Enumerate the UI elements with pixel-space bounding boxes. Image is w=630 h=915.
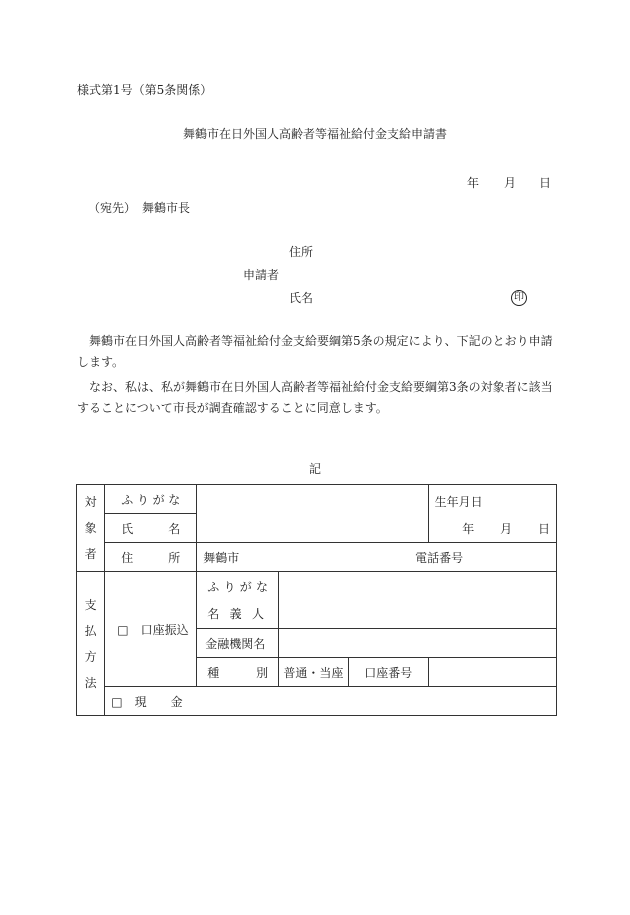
- date-year: 年: [467, 176, 480, 190]
- form-number: 様式第1号（第5条関係）: [77, 83, 213, 97]
- holder-input-cell[interactable]: [279, 572, 557, 629]
- cash-option[interactable]: [105, 687, 557, 716]
- date-month: 月: [504, 176, 517, 190]
- account-transfer-option[interactable]: [105, 572, 197, 687]
- applicant-name-label: 氏名: [289, 291, 314, 305]
- name-label: 氏 名: [105, 514, 197, 543]
- holder-label: ふ り が な 名 義 人: [197, 572, 279, 629]
- account-transfer-label: 口座振込: [140, 622, 189, 637]
- account-number-input-cell[interactable]: [428, 658, 556, 687]
- account-type-value[interactable]: 普通・当座: [279, 658, 349, 687]
- account-transfer-checkbox[interactable]: □: [117, 622, 129, 637]
- birth-month: 月: [500, 522, 513, 536]
- seal-mark: 印: [511, 290, 527, 306]
- paragraph-consent: なお、私は、私が舞鶴市在日外国人高齢者等福祉給付金支給要綱第3条の対象者に該当することについて市長が調査確認することに同意します。: [77, 380, 553, 415]
- payment-method-label: 支 払 方 法: [77, 572, 105, 716]
- account-number-label: 口座番号: [348, 658, 428, 687]
- applicant-address-label: 住所: [289, 245, 314, 259]
- birthdate-label: 生年月日: [434, 495, 483, 509]
- applicant-label: 申請者: [243, 268, 280, 282]
- paragraph-request: 舞鶴市在日外国人高齢者等福祉給付金支給要綱第5条の規定により、下記のとおり申請します。: [77, 334, 553, 369]
- address-input-cell[interactable]: [197, 543, 557, 572]
- account-type-label: 種 別: [197, 658, 279, 687]
- birthdate-cell[interactable]: [428, 485, 556, 543]
- bank-label: 金融機関名: [197, 629, 279, 658]
- birth-day: 日: [537, 522, 550, 536]
- birth-year: 年: [462, 522, 475, 536]
- bank-input-cell[interactable]: [279, 629, 557, 658]
- application-table: [76, 484, 557, 716]
- address-value: 舞鶴市: [203, 550, 240, 565]
- cash-checkbox[interactable]: □: [111, 694, 123, 709]
- ki-heading: 記: [308, 462, 321, 476]
- cash-label-2: 金: [170, 694, 183, 709]
- address-label: 住 所: [105, 543, 197, 572]
- furigana-label: ふ り が な: [105, 485, 197, 514]
- cash-label-1: 現: [134, 694, 147, 709]
- subject-label: 対 象 者: [77, 485, 105, 572]
- date-day: 日: [539, 176, 552, 190]
- phone-label: 電話番号: [415, 550, 464, 565]
- addressee: （宛先） 舞鶴市長: [88, 201, 191, 215]
- document-title: 舞鶴市在日外国人高齢者等福祉給付金支給申請書: [182, 127, 447, 141]
- name-input-cell[interactable]: [197, 485, 428, 543]
